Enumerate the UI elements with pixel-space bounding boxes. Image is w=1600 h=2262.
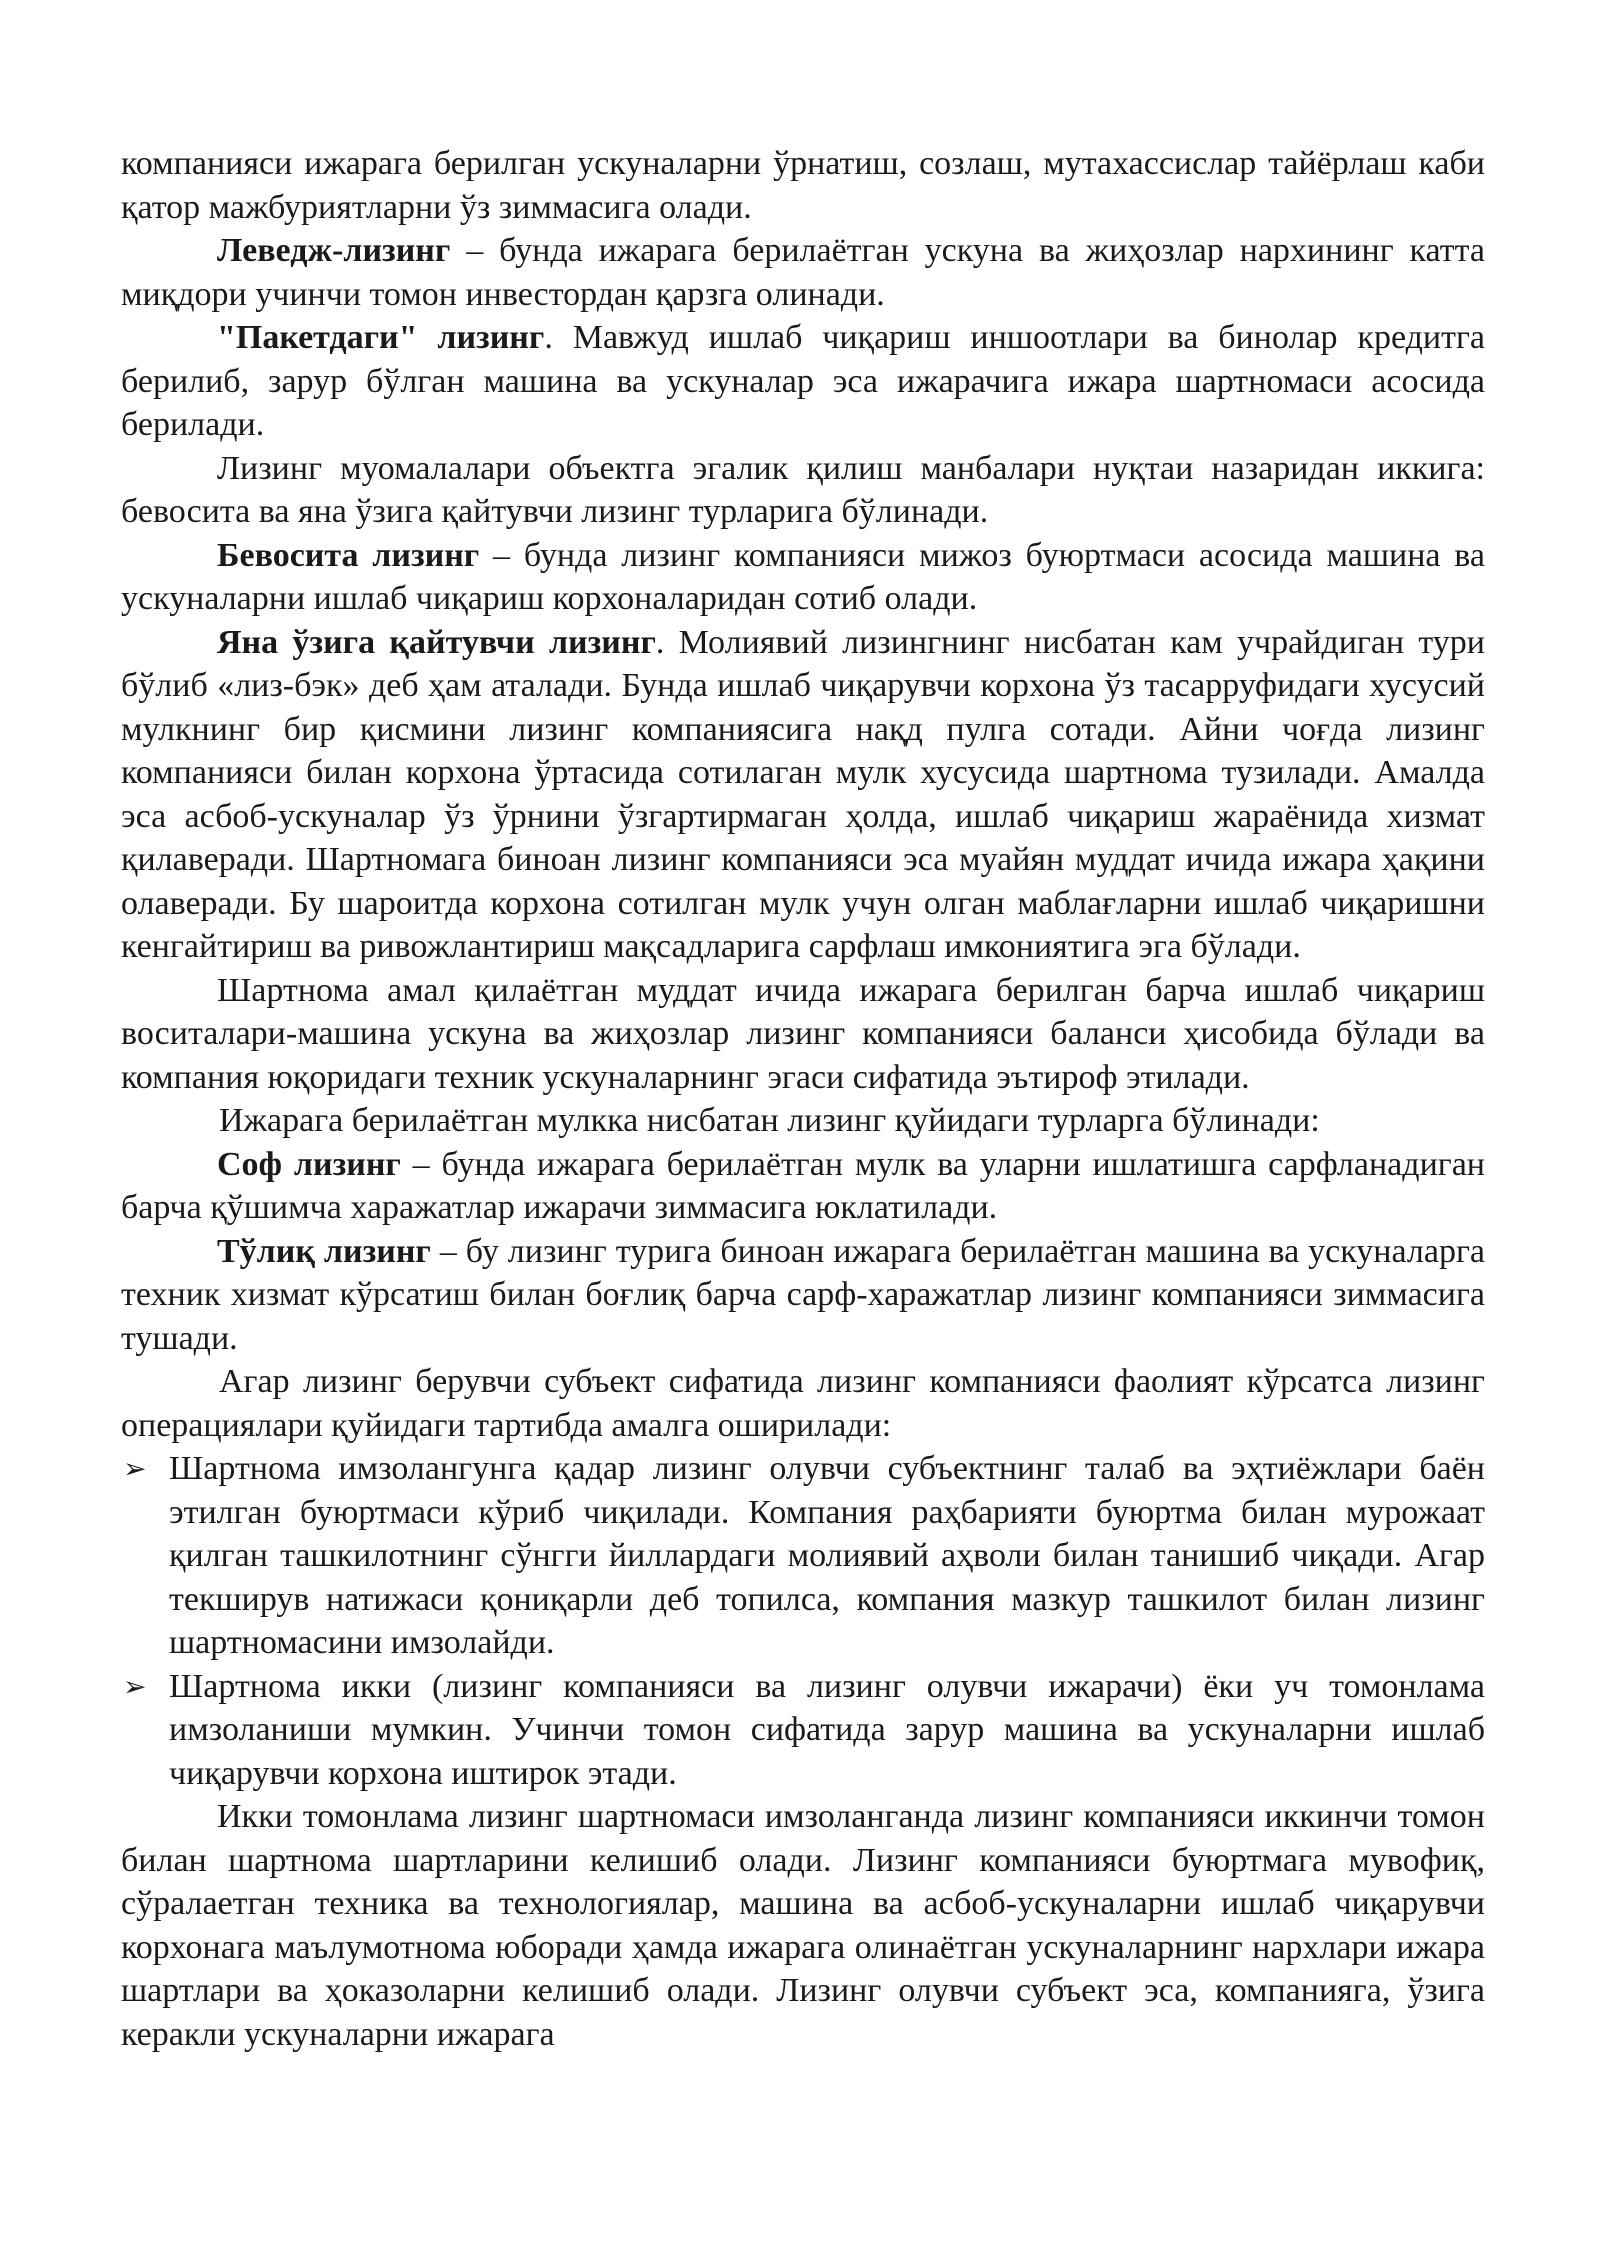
paragraph-net-leasing [121,1143,1485,1230]
paragraph-leasing-classification [121,447,1485,534]
paragraph-text: Икки томонлама лизинг шартномаси имзоланганда лизинг компанияси иккинчи томон билан шартнома шартларини келишиб олади. Лизинг компанияси буюртмага мувофиқ, сўралаетган техника ва технологиялар, машина ва асбоб-ускуналарни ишлаб чиқарувчи корхонага маълумотнома юборади ҳамда ижарага олинаётган ускуналарнинг нархлари ижара шартлари ва ҳоказоларни келишиб олади. Лизинг олувчи субъект эса, компанияга, ўзига керакли ускуналарни ижарага [121,1798,1485,2053]
list-item-text: Шартнома икки (лизинг компанияси ва лизинг олувчи ижарачи) ёки уч томонлама имзоланиши мумкин. Учинчи томон сифатида зарур машина ва ускуналарни ишлаб чиқарувчи корхона иштирок этади. [169,1667,1485,1792]
paragraph-text: – бунда ижарага берилаётган мулк ва уларни ишлатишга сарфланадиган барча қўшимча харажатлар ижарачи зиммасига юклатилади. [121,1145,1485,1226]
paragraph-operations-order [121,1360,1485,1447]
term-heading: Яна ўзига қайтувчи лизинг [217,623,656,661]
paragraph-text: . Молиявий лизингнинг нисбатан кам учрайдиган тури бўлиб «лиз-бэк» деб ҳам аталади. Бунда ишлаб чиқарувчи корхона ўз тасарруфидаги хусусий мулкнинг бир қисмини лизинг компаниясига нақд пулга сотади. Айни чоғда лизинг компанияси билан корхона ўртасида сотилаган мулк хусусида шартнома тузилади. Амалда эса асбоб-ускуналар ўз ўрнини ўзгартирмаган ҳолда, ишлаб чиқариш жараёнида хизмат қилаверади. Шартномага биноан лизинг компанияси эса муайян муддат ичида ижара ҳақини олаверади. Бу шароитда корхона сотилган мулк учун олган маблағларни ишлаб чиқаришни кенгайтириш ва ривожлантириш мақсадларига сарфлаш имкониятига эга бўлади. [121,623,1486,965]
paragraph-text: Лизинг муомалалари объектга эгалик қилиш манбалари нуқтаи назаридан иккига: бевосита ва яна ўзига қайтувчи лизинг турларига бўлинади. [121,449,1485,530]
bullet-list [121,1447,1485,1795]
paragraph-continuation [121,142,1485,229]
term-heading: Соф лизинг [217,1145,401,1183]
paragraph-text: – бу лизинг турига биноан ижарага берилаётган машина ва ускуналарга техник хизмат кўрсатиш билан боғлиқ барча сарф-харажатлар лизинг компанияси зиммасига тушади. [121,1232,1485,1357]
paragraph-leaseback [121,621,1485,969]
paragraph-contract-period [121,969,1485,1100]
paragraph-text: Ижарага берилаётган мулкка нисбатан лизинг қуйидаги турларга бўлинади: [219,1102,1320,1139]
list-item-text: Шартнома имзолангунга қадар лизинг олувчи субъектнинг талаб ва эҳтиёжлари баён этилган буюртмаси кўриб чиқилади. Компания раҳбарияти буюртма билан мурожаат қилган ташкилотнинг сўнгги йиллардаги молиявий аҳволи билан танишиб чиқади. Агар текширув натижаси қониқарли деб топилса, компания мазкур ташкилот билан лизинг шартномасини имзолайди. [169,1450,1485,1661]
list-item [121,1447,1485,1665]
paragraph-bilateral-contract [121,1795,1485,2056]
paragraph-text: – бунда ижарага берилаётган ускуна ва жиҳозлар нархининг катта миқдори учинчи томон инвестордан қарзга олинади. [121,232,1485,313]
paragraph-property-types [121,1099,1485,1143]
paragraph-text: – бунда лизинг компанияси мижоз буюртмаси асосида машина ва ускуналарни ишлаб чиқариш корхоналаридан сотиб олади. [121,536,1485,617]
paragraph-direct-leasing [121,534,1485,621]
paragraph-leverage-leasing [121,229,1485,316]
arrowhead-bullet-icon: ➢ [123,1452,147,1485]
list-item [121,1665,1485,1796]
arrowhead-bullet-icon: ➢ [123,1669,147,1703]
paragraph-text: Шартнома амал қилаётган муддат ичида ижарага берилган барча ишлаб чиқариш воситалари-машина ускуна ва жиҳозлар лизинг компанияси баланси ҳисобида бўлади ва компания юқоридаги техник ускуналарнинг эгаси сифатида эътироф этилади. [121,971,1485,1096]
term-heading: "Пакетдаги" лизинг [217,319,545,356]
term-heading: Тўлиқ лизинг [217,1232,431,1270]
paragraph-package-leasing [121,316,1485,447]
paragraph-text: . Мавжуд ишлаб чиқариш иншоотлари ва бинолар кредитга берилиб, зарур бўлган машина ва ускуналар эса ижарачига ижара шартномаси асосида берилади. [121,319,1485,443]
document-page [121,142,1485,2056]
term-heading: Леведж-лизинг [217,232,451,269]
term-heading: Бевосита лизинг [217,536,480,574]
paragraph-text: Агар лизинг берувчи субъект сифатида лизинг компанияси фаолият кўрсатса лизинг операциялари қуйидаги тартибда амалга оширилади: [121,1363,1485,1444]
paragraph-text: компанияси ижарага берилган ускуналарни ўрнатиш, созлаш, мутахассислар тайёрлаш каби қатор мажбуриятларни ўз зиммасига олади. [121,145,1485,226]
paragraph-full-leasing [121,1230,1485,1361]
